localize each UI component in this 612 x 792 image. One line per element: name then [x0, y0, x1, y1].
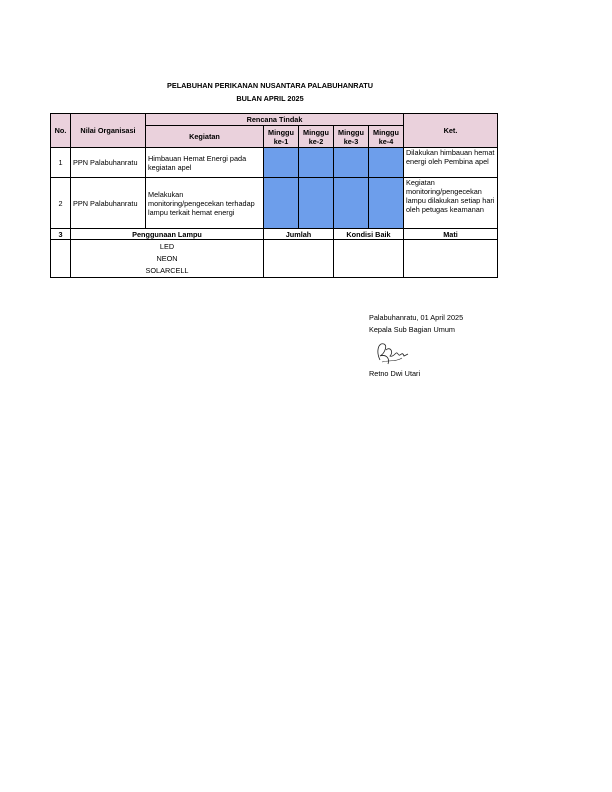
week-cell [369, 178, 404, 229]
row-ket: Dilakukan himbauan hemat energi oleh Pembina apel [404, 148, 498, 178]
lamp-item-led: LED [159, 242, 175, 251]
handwritten-signature [372, 338, 412, 368]
row-no: 2 [51, 178, 71, 229]
lamp-kondisi-baik: Kondisi Baik [334, 229, 404, 240]
table-row [51, 148, 498, 178]
week-cell [369, 148, 404, 178]
row-ket: Kegiatan monitoring/pengecekan lampu dilakukan setiap hari oleh petugas keamanan [404, 178, 498, 229]
row-nilai: PPN Palabuhanratu [71, 148, 146, 178]
lamp-items [71, 240, 264, 278]
signature-place-date: Palabuhanratu, 01 April 2025 [369, 313, 464, 322]
signature-name: Retno Dwi Utari [369, 369, 421, 378]
header-minggu-3: Minggu ke-3 [334, 126, 369, 148]
week-cell [264, 148, 299, 178]
week-cell [334, 178, 369, 229]
lamp-header-row [51, 229, 498, 240]
header-minggu-2: Minggu ke-2 [299, 126, 334, 148]
header-nilai-organisasi: Nilai Organisasi [71, 114, 146, 148]
action-plan-table [50, 113, 498, 278]
lamp-label: Penggunaan Lampu [71, 229, 264, 240]
header-rencana-tindak: Rencana Tindak [146, 114, 404, 126]
header-kegiatan: Kegiatan [146, 126, 264, 148]
lamp-item-solarcell: SOLARCELL [145, 266, 189, 275]
lamp-jumlah: Jumlah [264, 229, 334, 240]
header-minggu-1: Minggu ke-1 [264, 126, 299, 148]
row-no: 1 [51, 148, 71, 178]
header-minggu-4: Minggu ke-4 [369, 126, 404, 148]
table-row [51, 178, 498, 229]
row-nilai: PPN Palabuhanratu [71, 178, 146, 229]
header-ket: Ket. [404, 114, 498, 148]
signature-position: Kepala Sub Bagian Umum [369, 325, 455, 334]
lamp-jumlah-cell [264, 240, 334, 278]
week-cell [299, 148, 334, 178]
lamp-items-row [51, 240, 498, 278]
lamp-item-neon: NEON [156, 254, 178, 263]
week-cell [334, 148, 369, 178]
week-cell [264, 178, 299, 229]
header-no: No. [51, 114, 71, 148]
lamp-no: 3 [51, 229, 71, 240]
lamp-mati: Mati [404, 229, 498, 240]
lamp-mati-cell [404, 240, 498, 278]
row-kegiatan: Himbauan Hemat Energi pada kegiatan apel [146, 148, 264, 178]
empty-cell [51, 240, 71, 278]
row-kegiatan: Melakukan monitoring/pengecekan terhadap lampu terkait hemat energi [146, 178, 264, 229]
document-subtitle: BULAN APRIL 2025 [236, 94, 304, 103]
week-cell [299, 178, 334, 229]
document-title: PELABUHAN PERIKANAN NUSANTARA PALABUHANRATU [166, 81, 374, 90]
lamp-kondisi-cell [334, 240, 404, 278]
